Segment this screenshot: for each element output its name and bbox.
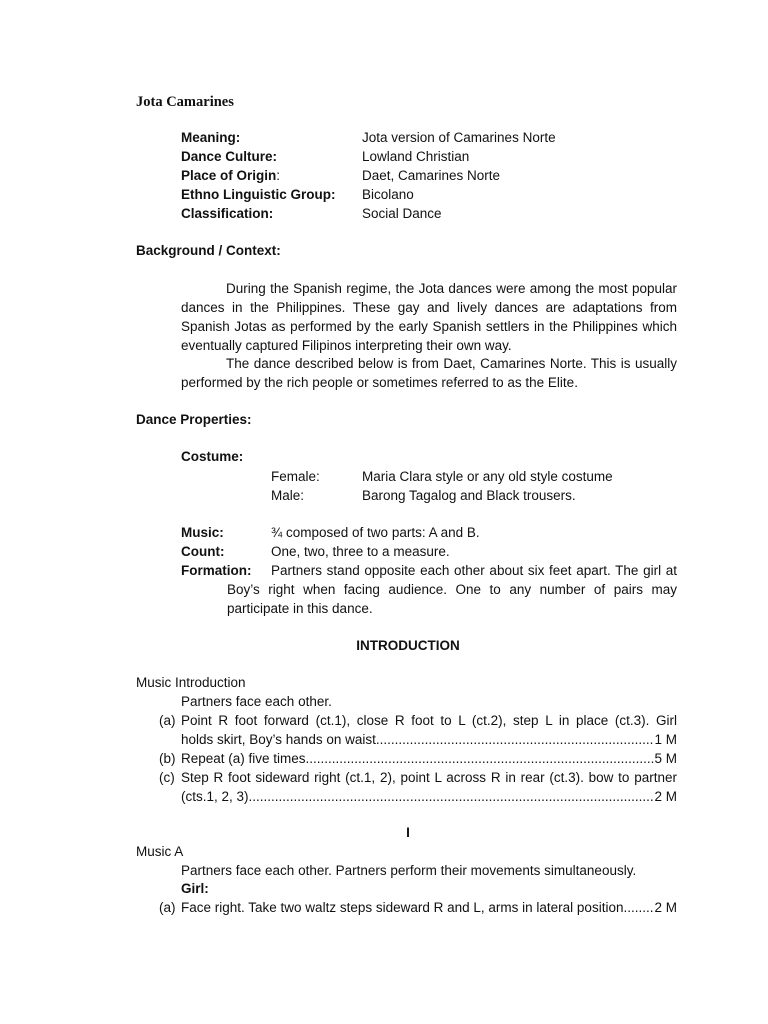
info-value-place-of-origin: Daet, Camarines Norte — [362, 168, 501, 183]
info-label-place-of-origin — [181, 166, 280, 185]
part-1-step-a-marker: (a) — [159, 900, 176, 915]
part-1-lead: Partners face each other. Partners perform their movements simultaneously. — [181, 863, 637, 878]
info-value-classification: Social Dance — [362, 206, 442, 221]
male-value: Barong Tagalog and Black trousers. — [362, 488, 576, 503]
formation-label: Formation: — [181, 563, 252, 578]
female-value: Maria Clara style or any old style costume — [362, 469, 613, 484]
info-label-ethno-group: Ethno Linguistic Group: — [181, 187, 336, 202]
intro-step-c-line2 — [181, 787, 677, 806]
info-label-dance-culture: Dance Culture: — [181, 149, 278, 164]
properties-heading: Dance Properties: — [136, 412, 252, 427]
count-value: One, two, three to a measure. — [271, 544, 450, 559]
background-heading: Background / Context: — [136, 243, 281, 258]
male-label: Male: — [271, 488, 305, 503]
girl-label: Girl: — [181, 881, 209, 896]
part-1-heading: I — [406, 825, 410, 840]
intro-step-a-marker: (a) — [159, 713, 176, 728]
info-label-place-of-origin-colon: : — [276, 168, 281, 183]
intro-step-b-marker: (b) — [159, 751, 176, 766]
part-1-music-label: Music A — [136, 844, 184, 859]
document-title: Jota Camarines — [136, 94, 234, 110]
background-paragraph-2: The dance described below is from Daet, Camarines Norte. This is usually performed by the rich people or sometimes referred to as the Elite. — [181, 356, 677, 390]
background-paragraph-1: During the Spanish regime, the Jota dances were among the most popular dances in the Philippines. These gay and lively dances are adaptations from Spanish Jotas as performed by the early Spanish settlers in the Philippines which eventually captured Filipinos interpreting their own way. — [181, 281, 677, 353]
info-value-ethno-group: Bicolano — [362, 187, 414, 202]
formation-value: Partners stand opposite each other about six feet apart. The girl at Boy’s right when facing audience. One to any number of pairs may participate in this dance. — [227, 563, 677, 616]
intro-step-c-marker: (c) — [159, 770, 175, 785]
dot-leader — [376, 730, 655, 749]
costume-label: Costume: — [181, 449, 244, 464]
info-value-meaning: Jota version of Camarines Norte — [362, 130, 556, 145]
info-label-place-of-origin-text: Place of Origin — [181, 168, 277, 183]
introduction-heading: INTRODUCTION — [356, 638, 460, 653]
part-1-step-a-text: Face right. Take two waltz steps sideward R and L, arms in lateral position — [181, 900, 624, 915]
intro-step-a-line1: Point R foot forward (ct.1), close R foot to L (ct.2), step L in place (ct.3). Girl — [181, 713, 677, 728]
intro-step-a-text: holds skirt, Boy’s hands on waist — [181, 732, 376, 747]
intro-music-label: Music Introduction — [136, 675, 246, 690]
intro-step-c-line1: Step R foot sideward right (ct.1, 2), point L across R in rear (ct.3). bow to partner — [181, 770, 677, 785]
info-label-classification: Classification: — [181, 206, 274, 221]
info-value-dance-culture: Lowland Christian — [362, 149, 470, 164]
intro-lead: Partners face each other. — [181, 694, 332, 709]
female-label: Female: — [271, 469, 320, 484]
music-label: Music: — [181, 525, 224, 540]
dot-leader — [306, 749, 655, 768]
intro-step-b-line — [181, 749, 677, 768]
music-value: ¾ composed of two parts: A and B. — [271, 525, 480, 540]
dot-leader — [249, 787, 655, 806]
intro-step-a-measure: 1 M — [654, 732, 677, 747]
intro-step-a-line2 — [181, 730, 677, 749]
intro-step-b-text: Repeat (a) five times — [181, 751, 306, 766]
intro-step-b-measure: 5 M — [654, 751, 677, 766]
part-1-step-a-measure: 2 M — [654, 900, 677, 915]
count-label: Count: — [181, 544, 225, 559]
intro-step-c-measure: 2 M — [654, 789, 677, 804]
info-label-meaning: Meaning: — [181, 130, 241, 145]
part-1-step-a-line — [181, 898, 677, 917]
dot-leader — [623, 898, 654, 917]
intro-step-c-text: (cts.1, 2, 3) — [181, 789, 249, 804]
